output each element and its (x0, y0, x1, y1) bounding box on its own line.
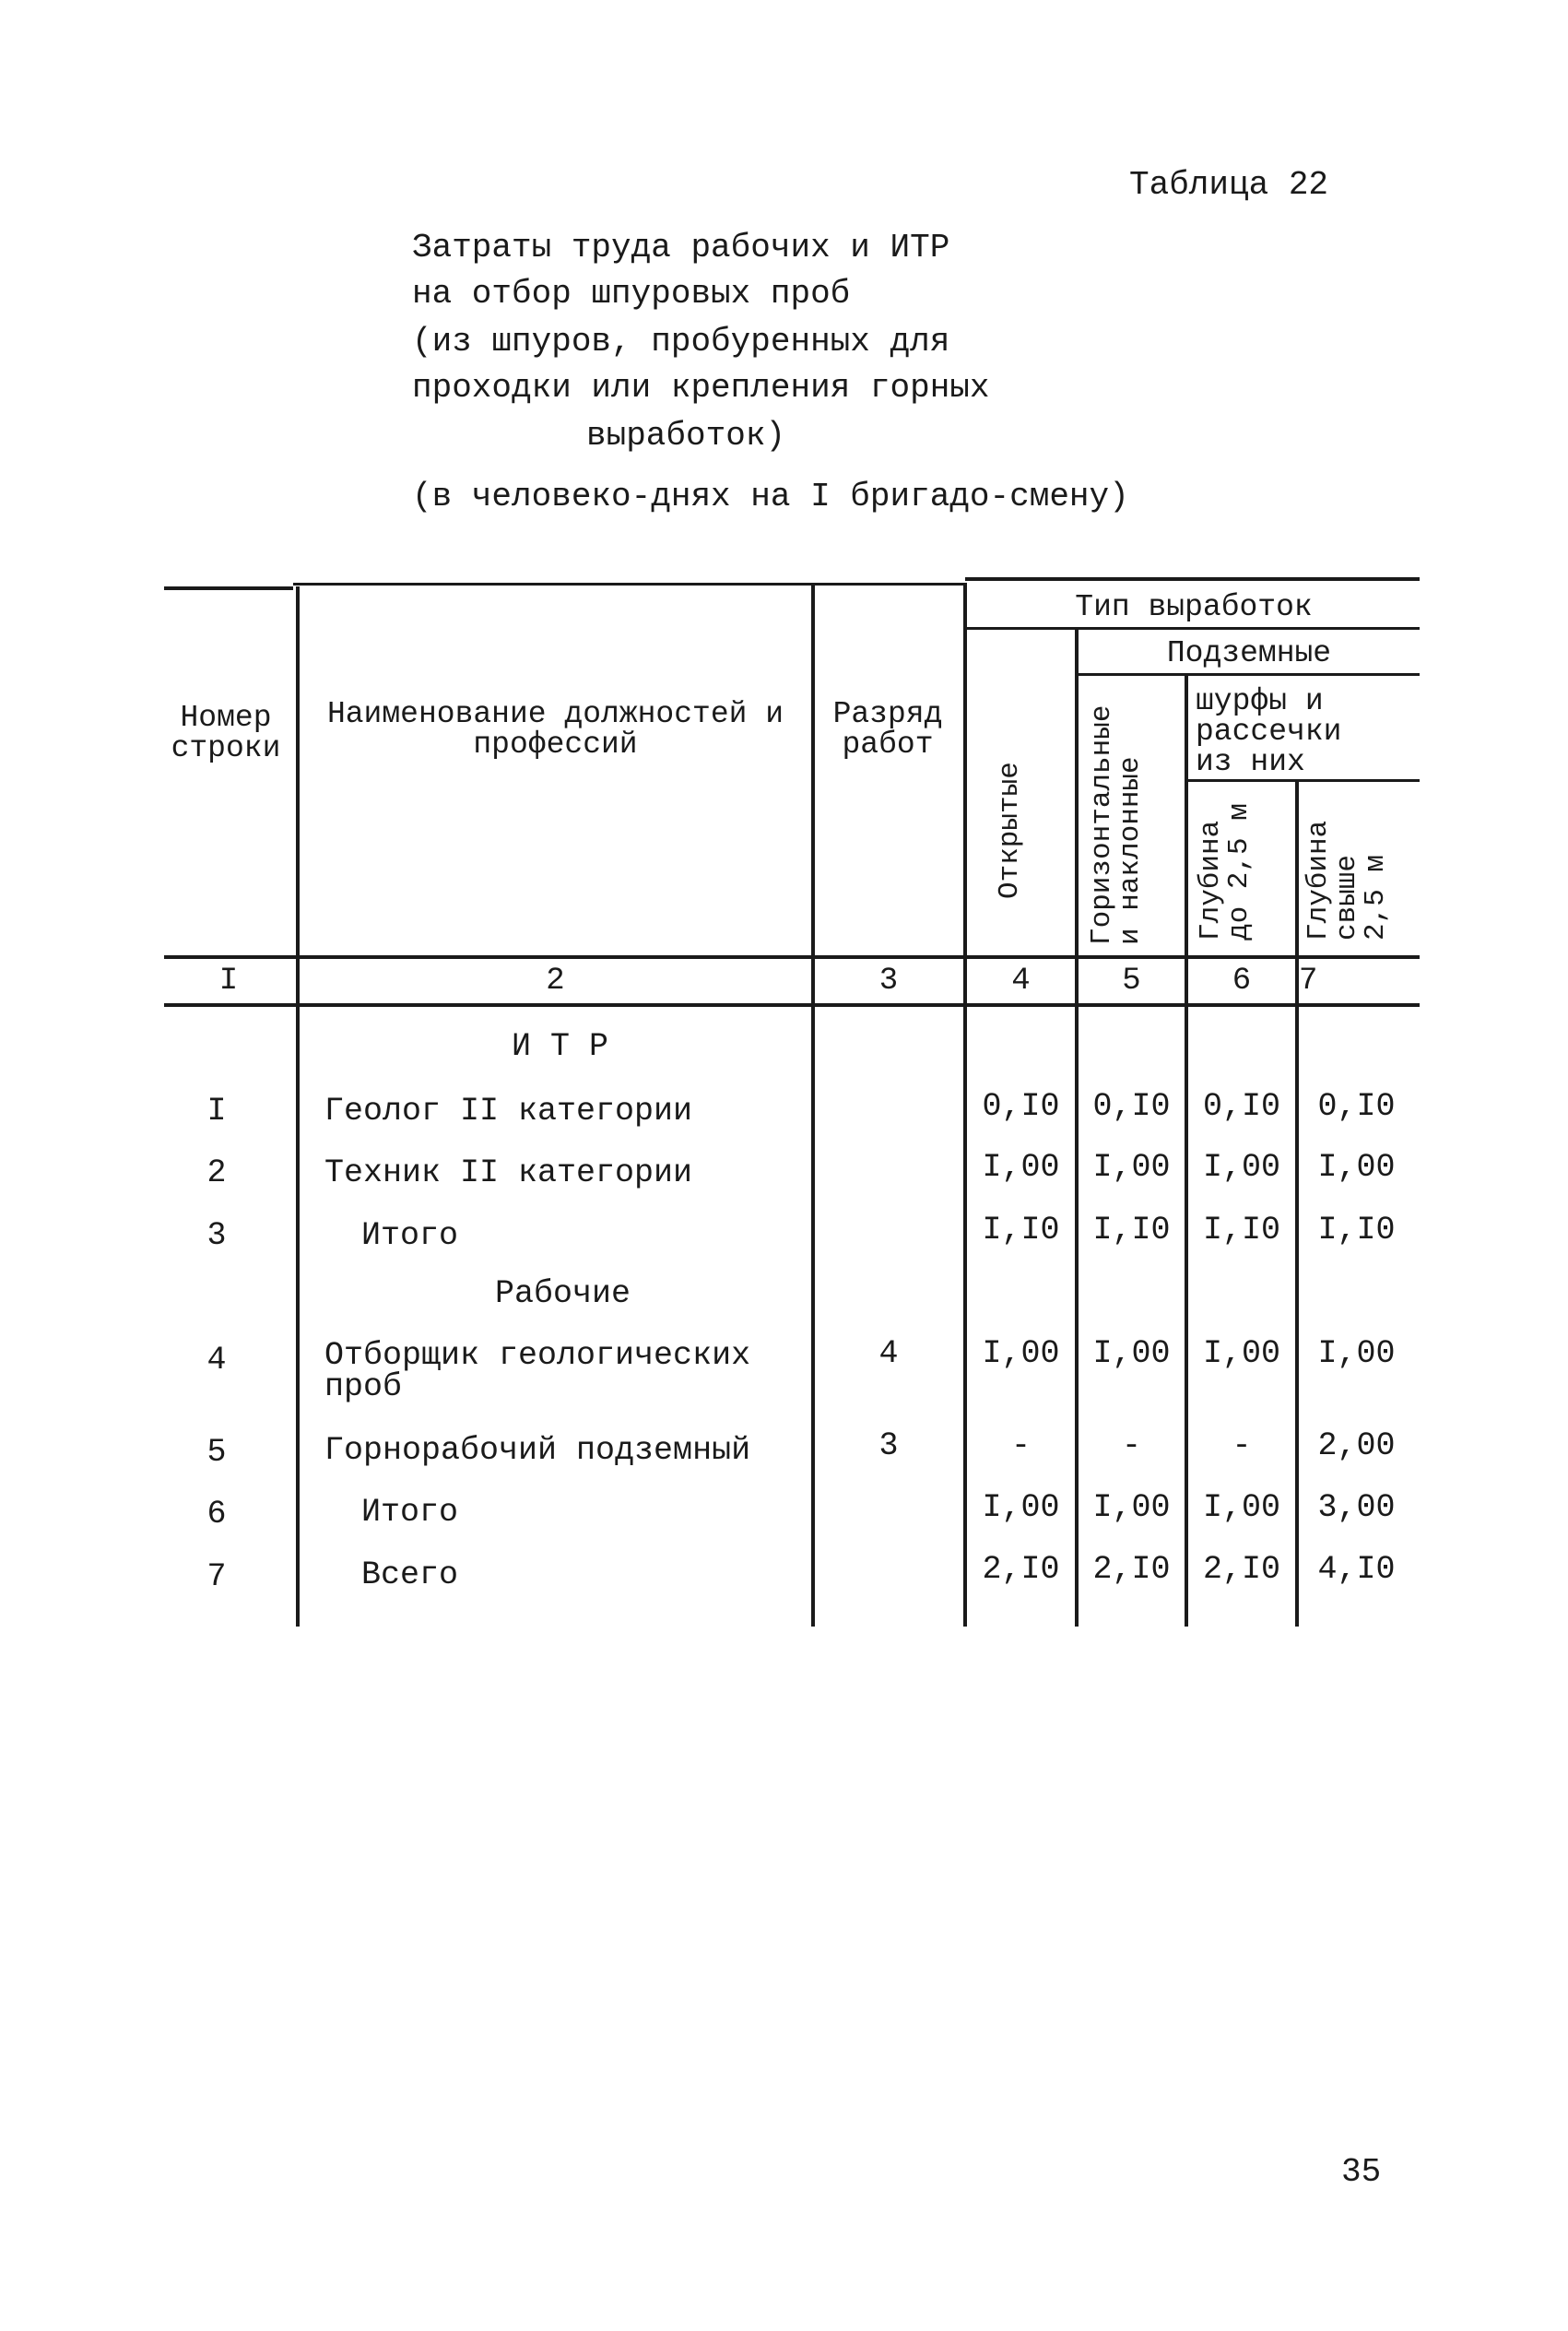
row-number: I (206, 1093, 227, 1130)
header-underground: Подземные (1166, 636, 1332, 670)
row-value-depth-over: 4,I0 (1317, 1551, 1396, 1588)
row-name: Техник II категории (324, 1154, 693, 1191)
row-value-depth-over: 3,00 (1317, 1489, 1396, 1526)
header-depth-upto: Глубина до 2,5 м (1195, 803, 1256, 941)
section-title-workers: Рабочие (495, 1275, 631, 1312)
row-value-depth-over: I,I0 (1317, 1212, 1396, 1248)
header-type-of-workings: Тип выработок (1075, 590, 1313, 624)
row-number: 2 (206, 1154, 227, 1191)
row-value-open: - (1010, 1427, 1031, 1464)
colnum-bottom-rule (164, 1003, 1420, 1007)
row-value-open: I,00 (982, 1335, 1060, 1372)
row-name: Итого (361, 1494, 459, 1531)
header-grade: Разряд работ (832, 697, 943, 762)
row-number: 6 (206, 1496, 227, 1532)
row-value-depth-upto: I,00 (1202, 1335, 1280, 1372)
row-value-open: I,00 (982, 1149, 1060, 1186)
column-number-3: 3 (878, 964, 899, 999)
header-horizontal: Горизонтальные и наклонные (1086, 704, 1147, 945)
table-top-rule-mid (293, 583, 965, 586)
col-divider-1 (296, 586, 300, 1627)
type-rule (965, 627, 1420, 630)
row-name: Итого (361, 1217, 459, 1254)
row-name: Отборщик геологических проб (324, 1337, 751, 1405)
row-value-depth-over: I,00 (1317, 1149, 1396, 1186)
col-divider-2 (811, 585, 815, 1627)
table-top-rule-right (965, 577, 1420, 581)
column-number-5: 5 (1122, 964, 1141, 999)
row-value-open: I,00 (982, 1489, 1060, 1526)
col-divider-4 (1075, 629, 1079, 1627)
title-line-5: выработок) (586, 417, 786, 455)
row-value-depth-upto: - (1232, 1427, 1252, 1464)
row-value-depth-upto: I,00 (1202, 1149, 1280, 1186)
row-value-grade: 4 (878, 1335, 899, 1372)
row-value-horizontal: I,00 (1092, 1489, 1171, 1526)
row-name: Горнорабочий подземный (324, 1432, 751, 1469)
row-value-horizontal: I,I0 (1092, 1212, 1171, 1248)
row-value-depth-upto: I,00 (1202, 1489, 1280, 1526)
row-value-grade: 3 (878, 1427, 899, 1464)
column-number-1: I (218, 964, 239, 999)
row-value-depth-over: 0,I0 (1317, 1088, 1396, 1125)
row-value-depth-upto: I,I0 (1202, 1212, 1280, 1248)
table-top-rule (164, 586, 293, 590)
row-number: 4 (206, 1342, 227, 1378)
row-value-open: 0,I0 (982, 1088, 1060, 1125)
underground-rule (1079, 673, 1420, 676)
row-value-horizontal: I,00 (1092, 1149, 1171, 1186)
shafts-rule (1187, 779, 1420, 782)
row-value-depth-over: 2,00 (1317, 1427, 1396, 1464)
row-number: 5 (206, 1434, 227, 1471)
header-row-number: Номер строки (171, 701, 281, 765)
header-depth-over: Глубина свыше 2,5 м (1303, 820, 1392, 941)
unit-line: (в человеко-днях на I бригадо-смену) (412, 478, 1129, 515)
row-value-open: 2,I0 (982, 1551, 1060, 1588)
header-name: Наименование должностей и профессий (326, 697, 784, 762)
header-bottom-rule (164, 955, 1420, 959)
row-number: 3 (206, 1217, 227, 1254)
row-value-open: I,I0 (982, 1212, 1060, 1248)
row-value-horizontal: I,00 (1092, 1335, 1171, 1372)
header-open: Открытые (994, 762, 1026, 899)
table-label: Таблица 22 (1129, 166, 1329, 204)
row-value-horizontal: - (1121, 1427, 1141, 1464)
row-value-depth-upto: 2,I0 (1202, 1551, 1280, 1588)
row-value-depth-over: I,00 (1317, 1335, 1396, 1372)
header-shafts: шурфы и рассечки из них (1196, 684, 1342, 779)
title-line-4: проходки или крепления горных (412, 369, 990, 407)
page-number: 35 (1341, 2153, 1382, 2191)
section-title-itr: И Т Р (512, 1028, 609, 1065)
row-value-horizontal: 2,I0 (1092, 1551, 1171, 1588)
row-value-depth-upto: 0,I0 (1202, 1088, 1280, 1125)
column-number-2: 2 (546, 964, 565, 999)
row-number: 7 (206, 1558, 227, 1595)
row-name: Геолог II категории (324, 1093, 693, 1130)
title-line-2: на отбор шпуровых проб (412, 275, 851, 313)
column-number-4: 4 (1011, 964, 1031, 999)
title-line-3: (из шпуров, пробуренных для (412, 323, 950, 361)
title-line-1: Затраты труда рабочих и ИТР (412, 229, 950, 266)
column-number-6: 6 (1232, 964, 1252, 999)
row-value-horizontal: 0,I0 (1092, 1088, 1171, 1125)
row-name: Всего (361, 1556, 459, 1593)
column-number-7: 7 (1299, 964, 1318, 999)
